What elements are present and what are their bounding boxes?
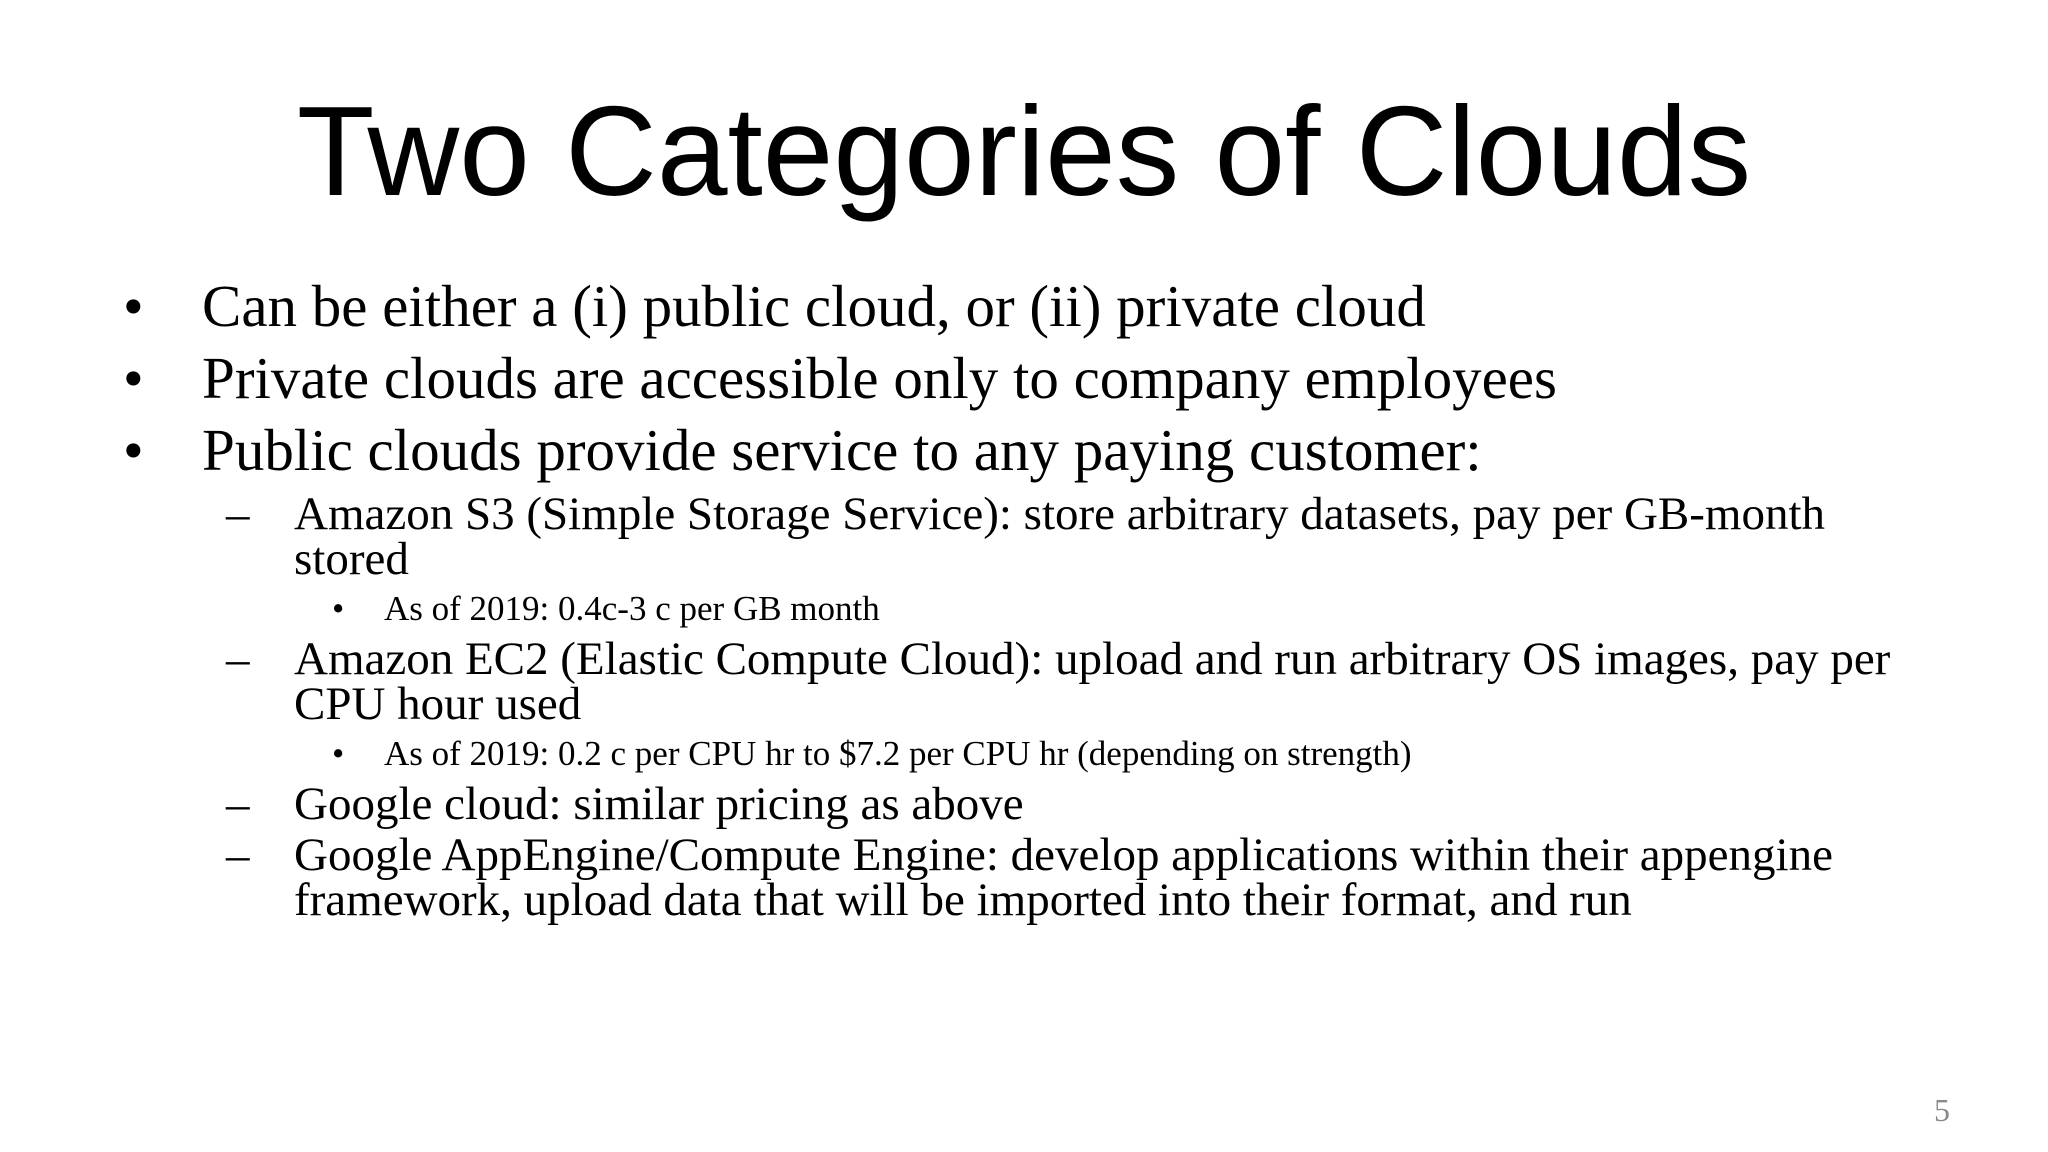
sub-sub-item-ec2-pricing (0, 731, 2048, 776)
dash-marker: – (226, 488, 250, 540)
bullet-text: Private clouds are accessible only to company employees (202, 345, 1557, 411)
sub-item-amazon-ec2 (0, 633, 1914, 730)
bullet-item (0, 414, 2048, 486)
sub-item-google-cloud (0, 778, 1914, 830)
sub-sub-item-text: As of 2019: 0.2 c per CPU hr to $7.2 per CPU hr (depending on strength) (384, 734, 1412, 773)
sub-item-text: Google AppEngine/Compute Engine: develop applications within their appengine framework, upload data that will be imported into their format, and run (294, 829, 1833, 926)
sub-sub-item-text: As of 2019: 0.4c-3 c per GB month (384, 589, 880, 628)
page-number: 5 (1934, 1092, 1950, 1128)
dash-marker: – (226, 829, 250, 881)
bullet-item (0, 342, 2048, 414)
sub-item-text: Google cloud: similar pricing as above (294, 778, 1024, 830)
sub-sub-item-s3-pricing (0, 586, 2048, 631)
bullet-marker: • (123, 417, 144, 483)
bullet-text: Can be either a (i) public cloud, or (ii) private cloud (202, 273, 1426, 339)
sub-item-text: Amazon S3 (Simple Storage Service): store arbitrary datasets, pay per GB-month stored (294, 488, 1826, 585)
bullet-text: Public clouds provide service to any paying customer: (202, 417, 1482, 483)
bullet-marker: • (123, 345, 144, 411)
sub-item-amazon-s3 (0, 488, 1914, 585)
bullet-item (0, 270, 2048, 342)
bullet-marker: • (332, 734, 345, 773)
dash-marker: – (226, 778, 250, 830)
bullet-marker: • (332, 589, 345, 628)
bullet-list (0, 270, 2048, 926)
sub-item-google-appengine (0, 829, 1914, 926)
bullet-marker: • (123, 273, 144, 339)
slide-title: Two Categories of Clouds (296, 80, 1752, 222)
sub-item-text: Amazon EC2 (Elastic Compute Cloud): upload and run arbitrary OS images, pay per CPU hour used (294, 633, 1891, 730)
dash-marker: – (226, 633, 250, 685)
